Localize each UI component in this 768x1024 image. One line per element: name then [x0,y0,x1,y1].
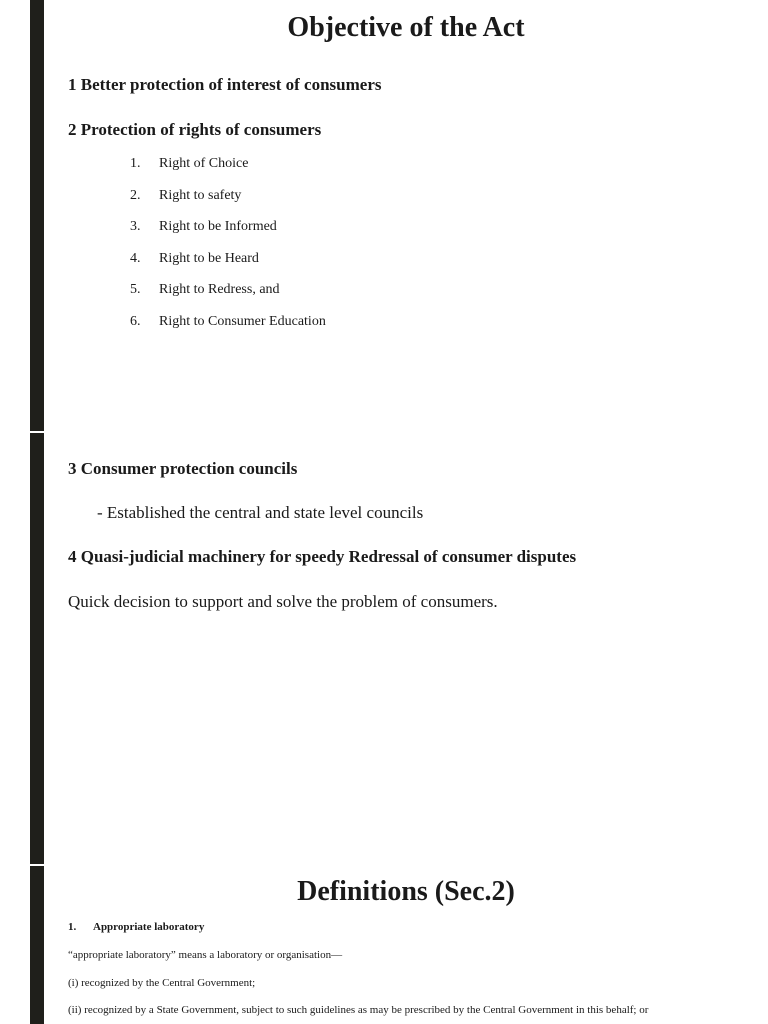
list-text: Right to safety [159,187,242,203]
list-item [130,156,326,188]
definition-line: (ii) recognized by a State Government, subject to such guidelines as may be prescribed by the Central Government in this behalf; or [68,1004,649,1016]
definition-line: (i) recognized by the Central Government; [68,977,256,989]
list-number: 4. [130,250,141,266]
list-number: 3. [130,219,141,235]
list-item [130,251,326,283]
definition-line: “appropriate laboratory” means a laboratory or organisation— [68,949,343,961]
objective-point-1: 1 Better protection of interest of consumers [68,75,382,94]
page-separator [30,431,44,433]
list-number: 6. [130,313,141,329]
page-title: Objective of the Act [287,12,525,43]
objective-point-2: 2 Protection of rights of consumers [68,120,322,139]
councils-detail: - Established the central and state level councils [97,503,424,522]
list-item [130,188,326,220]
page-left-border [30,0,44,1024]
list-text: Right to Consumer Education [159,313,326,329]
list-text: Right of Choice [159,156,249,171]
definition-title: Appropriate laboratory [93,921,205,933]
page-separator [30,864,44,866]
list-item [130,314,326,346]
definition-number: 1. [68,921,77,933]
section-title: Definitions (Sec.2) [297,876,515,907]
list-text: Right to be Heard [159,250,259,266]
list-text: Right to be Informed [159,219,277,235]
list-item [130,219,326,251]
redressal-detail: Quick decision to support and solve the problem of consumers. [68,592,498,611]
list-number: 1. [130,156,141,171]
definition-heading [68,921,204,933]
list-number: 2. [130,187,141,203]
rights-list [130,156,326,346]
objective-point-3: 3 Consumer protection councils [68,459,298,478]
list-number: 5. [130,282,141,298]
list-item [130,282,326,314]
objective-point-4: 4 Quasi-judicial machinery for speedy Redressal of consumer disputes [68,547,577,566]
list-text: Right to Redress, and [159,282,280,298]
